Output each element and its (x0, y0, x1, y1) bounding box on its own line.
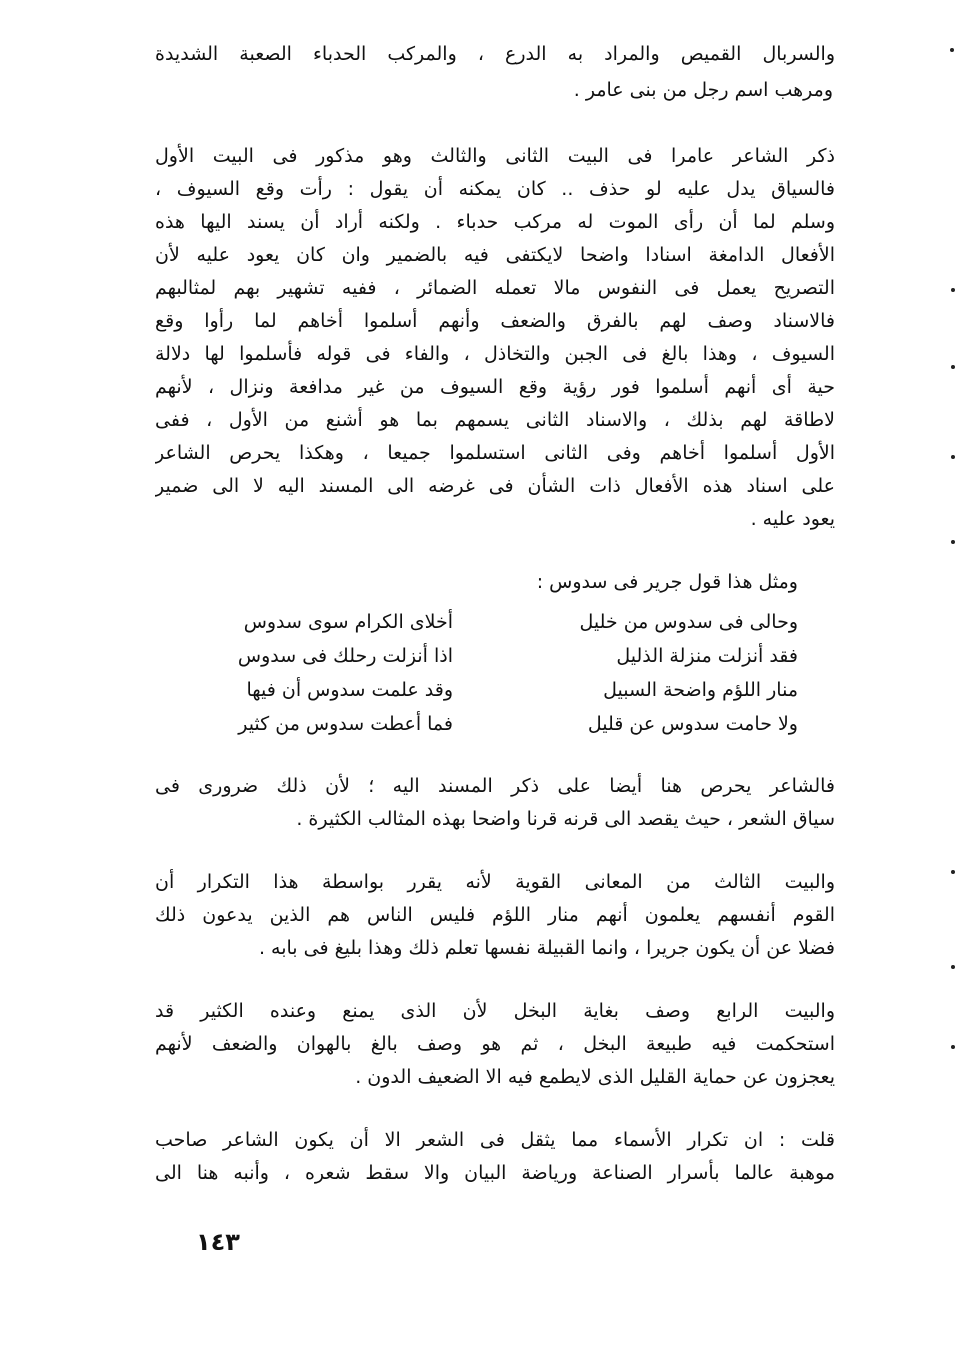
text-line: فضلا عن أن يكون جريرا ، وانما القبيلة نفسها تعلم ذلك وهذا بليغ فى بابه . (258, 937, 835, 959)
scan-speck (951, 965, 955, 969)
scan-speck (951, 288, 955, 292)
text-line: والبيت الرابع وصف بغاية البخل لأن الذى يمنع وعنده الكثير قد (155, 1000, 835, 1022)
scan-speck (951, 365, 955, 369)
scan-speck (951, 870, 955, 874)
text-line: السيوف ، وهذا بالغ فى الجبن والتخاذل ، والفاء فى قوله فأسلموا لها دلالة (155, 343, 835, 365)
poem-hemistich-first: وقد علمت سدوس أن فيها (246, 679, 453, 701)
text-line: استحكمت فيه طبيعة البخل ، ثم هو وصف بالغ بالهوان والضعف لأنهم (155, 1033, 835, 1055)
text-line: سياق الشعر ، حيث يقصد الى قرنه قرنا واضحا بهذه المثالب الكثيرة . (296, 808, 835, 830)
poem-hemistich-first: فما أعطت سدوس من كثير (238, 713, 453, 735)
text-line: والسربال القميص والمراد به الدرع ، والمركب الحدباء الصعبة الشديدة (155, 43, 835, 65)
text-line: فالسياق يدل عليه لو حذف .. كان يمكنه أن يقول : رأت وقع السيوف ، (155, 178, 835, 200)
poem-hemistich-second: فقد أنزلت منزلة الذليل (616, 645, 798, 667)
text-line: قلت : ان تكرار الأسماء مما يثقل فى الشعر الا أن يكون الشاعر صاحب (155, 1129, 835, 1151)
text-line: ومثل هذا قول جرير فى سدوس : (536, 571, 798, 593)
text-line: القوم أنفسهم يعلمون أنهم منار اللؤم فليس الناس هم الذين يدعون ذلك (155, 904, 835, 926)
page-number: ١٤٣ (196, 1228, 240, 1256)
scan-speck (950, 48, 954, 52)
text-line: الأول أسلموا أخاهم وفى الثانى استسلموا جميعا ، وهكذا يحرص الشاعر (155, 442, 835, 464)
poem-hemistich-second: وحالى فى سدوس من خليل (579, 611, 798, 633)
poem-hemistich-second: ولا حامت سدوس عن قليل (587, 713, 798, 735)
text-line: وسلم لما أن رأى الموت له مركب حدباء . ولكنه أراد أن يسند اليها هذه (155, 211, 835, 233)
scan-speck (951, 455, 955, 459)
text-line: فالاسناد وصف لهم بالفرق والضعف وأنهم أسلموا أخاهم لما رأوا وقع (155, 310, 835, 332)
text-line: ذكر الشاعر عامرا فى البيت الثانى والثالث وهو مذكور فى البيت الأول (155, 145, 835, 167)
text-line: موهبة عالما بأسرار الصناعة ورياضة البيان والا سقط شعره ، وأنبه هنا الى (155, 1162, 835, 1184)
poem-hemistich-first: اذا أنزلت رحلك فى سدوس (237, 645, 453, 667)
text-line: يعجزون عن حماية القليل الذى لايطمع فيه الا الضعيف الدون . (355, 1066, 835, 1088)
text-line: الأفعال الدامغة اسنادا واضحا لايكتفى فيه بالضمير وان كان يعود عليه لأن (155, 244, 835, 266)
text-line: فالشاعر يحرص هنا أيضا على ذكر المسند اليه ؛ لأن ذلك ضرورى فى (155, 775, 835, 797)
poem-hemistich-first: أخلاى الكرام سوى سدوس (243, 611, 453, 633)
poem-hemistich-second: منار اللؤم واضحة السبيل (603, 679, 798, 701)
text-line: حية أى أنهم أسلموا فور رؤية وقع السيوف من غير مدافعة ونزال ، لأنهم (155, 376, 835, 398)
text-line: التصريح يعمل فى النفوس مالا تعمله الضمائر ، ففيه تشهير بهم لمثالبهم (155, 277, 835, 299)
text-line: على اسناد هذه الأفعال ذات الشأن فى غرضه الى المسند اليه لا الى ضمير (155, 475, 835, 497)
text-line: لاطاقة لهم بذلك ، والاسناد الثانى يسمهم بما هو أشنع من الأول ، ففى (155, 409, 835, 431)
text-line: يعود عليه . (750, 508, 835, 530)
scan-speck (951, 1045, 955, 1049)
scan-speck (951, 540, 955, 544)
text-line: والبيت الثالث من المعانى القوية لأنه يقرر بواسطة هذا التكرار أن (155, 871, 835, 893)
text-line: ومرهب اسم رجل من بنى عامر . (573, 79, 833, 101)
